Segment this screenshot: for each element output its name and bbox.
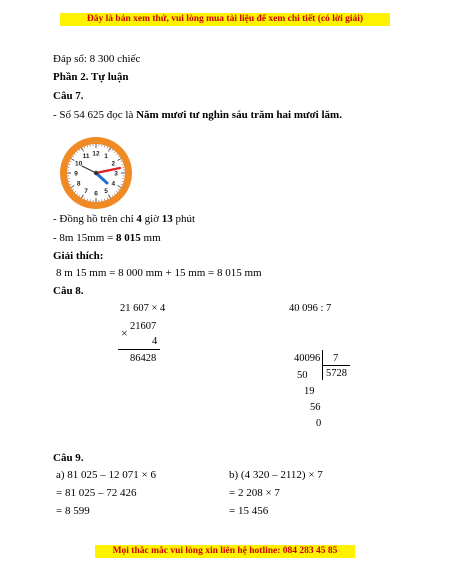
clock-number: 5 — [104, 187, 108, 195]
expr-a-line: = 81 025 – 72 426 — [56, 487, 137, 499]
explanation-heading: Giải thích: — [53, 250, 104, 262]
explanation-line: 8 m 15 mm = 8 000 mm + 15 mm = 8 015 mm — [56, 267, 262, 279]
div-horizontal-rule — [322, 365, 350, 366]
part2-heading: Phần 2. Tự luận — [53, 71, 129, 83]
clock-minute-value: 13 — [161, 213, 173, 225]
expr-a-line: = 8 599 — [56, 505, 90, 517]
expr-b-line: = 2 208 × 7 — [229, 487, 280, 499]
clock-number: 1 — [104, 153, 108, 161]
div-step: 0 — [316, 418, 322, 429]
clock-number: 12 — [92, 150, 100, 158]
clock-number: 8 — [76, 180, 81, 188]
clock-answer-line — [53, 212, 195, 226]
clock-answer-mid: giờ — [141, 213, 162, 225]
previous-answer: Đáp số: 8 300 chiếc — [53, 53, 141, 65]
div-step: 19 — [304, 386, 315, 397]
conversion-line — [53, 231, 161, 245]
expr-b-line: b) (4 320 – 2112) × 7 — [229, 469, 323, 481]
mult-top-number: 21607 — [130, 321, 157, 332]
div-divisor: 7 — [333, 353, 339, 364]
question-9-title: Câu 9. — [53, 452, 84, 464]
clock-number: 2 — [111, 160, 116, 168]
hotline-banner: Mọi thắc mắc vui lòng xin liên hệ hotline: 084 283 45 85 — [95, 545, 355, 558]
div-step: 56 — [310, 402, 321, 413]
conversion-value: 8 015 — [116, 232, 141, 244]
number-reading-words: Năm mươi tư nghìn sáu trăm hai mươi lăm. — [136, 109, 342, 121]
question-8-title: Câu 8. — [53, 285, 84, 297]
mult-rule — [118, 349, 160, 350]
clock-answer-suffix: phút — [172, 213, 196, 225]
clock-center — [94, 171, 98, 175]
clock-number: 3 — [114, 170, 118, 178]
conversion-suffix: mm — [140, 232, 161, 244]
mult-result: 86428 — [130, 353, 157, 364]
clock-illustration — [58, 135, 134, 211]
number-reading-line — [53, 108, 342, 122]
division-title: 40 096 : 7 — [289, 303, 332, 314]
div-quotient: 5728 — [326, 368, 347, 379]
clock-number: 4 — [111, 180, 116, 188]
div-dividend: 40096 — [294, 353, 321, 364]
question-7-title: Câu 7. — [53, 90, 84, 102]
clock-number: 7 — [84, 187, 88, 195]
clock-number: 11 — [82, 153, 90, 161]
clock-number: 9 — [74, 170, 78, 178]
clock-number: 6 — [94, 190, 98, 198]
expr-a-line: a) 81 025 – 12 071 × 6 — [56, 469, 156, 481]
clock-number: 10 — [75, 160, 83, 168]
clock-answer-prefix: - Đồng hồ trên chỉ — [53, 213, 137, 225]
preview-banner: Đây là bản xem thử, vui lòng mua tài liệu để xem chi tiết (có lời giải) — [60, 13, 390, 26]
clock-hour-value: 4 — [136, 213, 142, 225]
number-reading-prefix: - Số 54 625 đọc là — [53, 109, 137, 121]
mult-sign: × — [121, 326, 128, 340]
multiplication-title: 21 607 × 4 — [120, 303, 166, 314]
expr-b-line: = 15 456 — [229, 505, 269, 517]
conversion-prefix: - 8m 15mm = — [53, 232, 117, 244]
div-step: 50 — [297, 370, 308, 381]
mult-bottom-number: 4 — [152, 336, 158, 347]
